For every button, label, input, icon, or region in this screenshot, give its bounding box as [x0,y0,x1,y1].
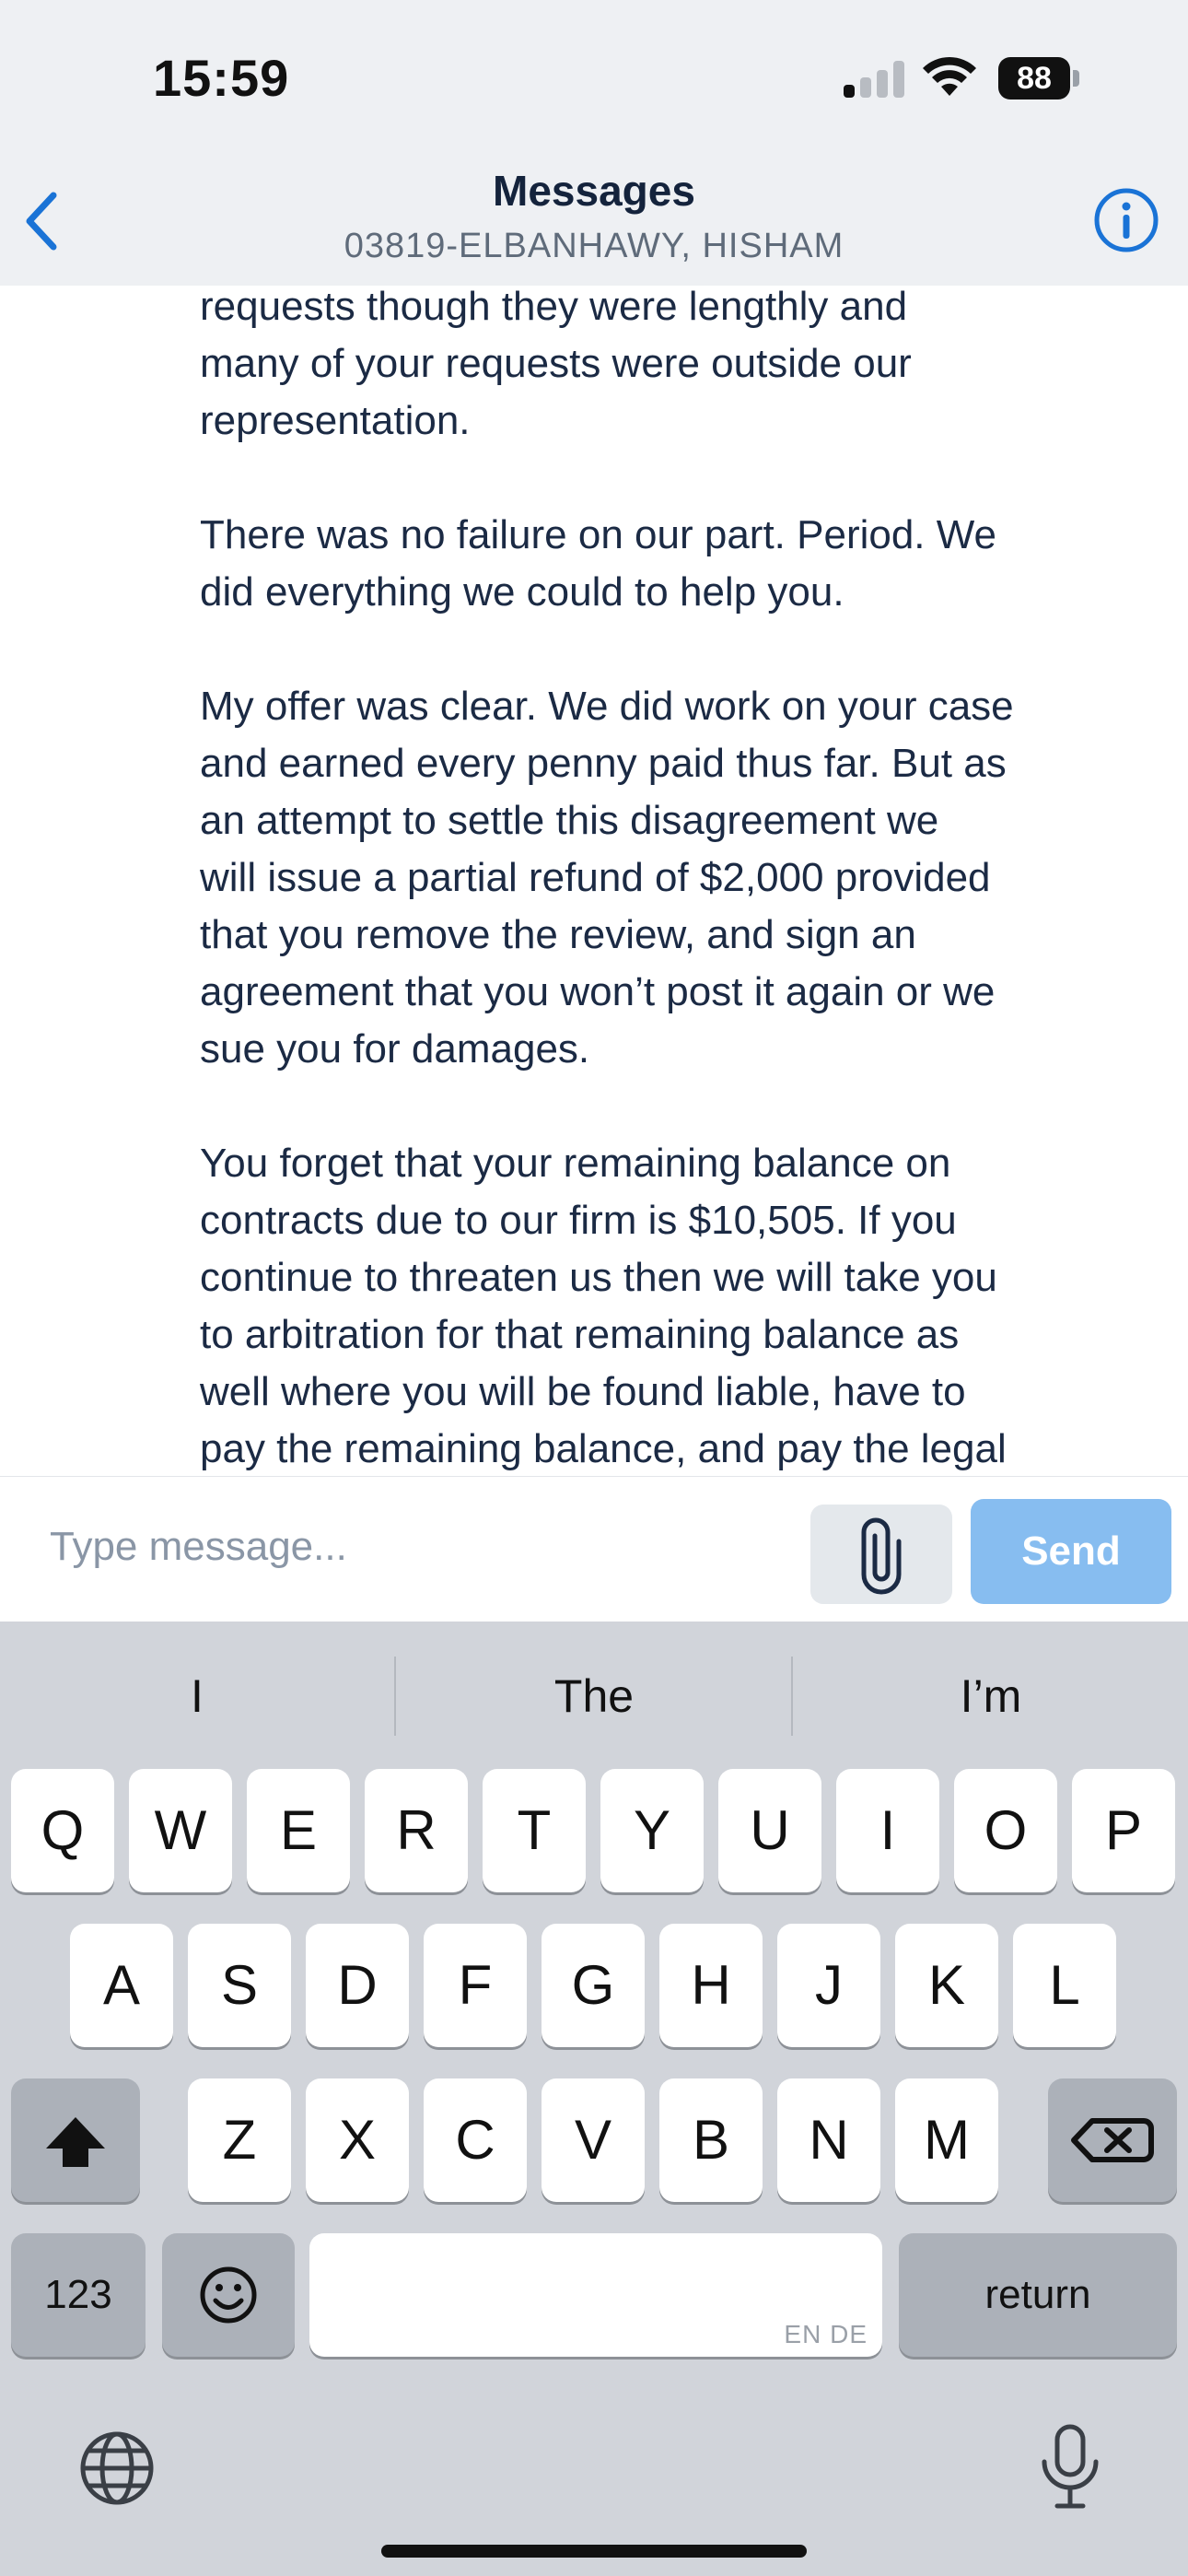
key-w[interactable]: W [129,1769,232,1892]
key-j[interactable]: J [777,1924,880,2047]
key-l[interactable]: L [1013,1924,1116,2047]
delete-key[interactable] [1048,2078,1177,2202]
key-r[interactable]: R [365,1769,468,1892]
key-e[interactable]: E [247,1769,350,1892]
suggestion-2[interactable]: The [553,1670,635,1722]
page-title: Messages [493,167,695,215]
key-n[interactable]: N [777,2078,880,2202]
info-icon[interactable] [1092,186,1160,254]
suggestion-divider [394,1657,396,1736]
message-thread[interactable] [0,286,1188,1476]
key-t[interactable]: T [483,1769,586,1892]
suggestion-divider [791,1657,793,1736]
battery-icon [998,57,1081,100]
space-language-label: EN DE [784,2320,868,2348]
paperclip-icon [810,1505,952,1604]
battery-level: 88 [1017,61,1052,96]
home-indicator[interactable] [381,2545,807,2558]
key-h[interactable]: H [659,1924,763,2047]
numbers-key[interactable]: 123 [11,2233,146,2357]
globe-icon[interactable] [77,2429,157,2508]
key-z[interactable]: Z [188,2078,291,2202]
shift-key[interactable] [11,2078,140,2202]
suggestion-1[interactable]: I [191,1670,204,1722]
key-a[interactable]: A [70,1924,173,2047]
microphone-icon[interactable] [1035,2421,1105,2513]
return-key[interactable]: return [899,2233,1177,2357]
key-b[interactable]: B [659,2078,763,2202]
send-button[interactable]: Send [971,1499,1171,1604]
status-time: 15:59 [153,49,290,107]
key-y[interactable]: Y [600,1769,704,1892]
top-bar [0,0,1188,286]
key-u[interactable]: U [718,1769,821,1892]
attach-button[interactable] [810,1505,952,1604]
key-v[interactable]: V [542,2078,645,2202]
key-i[interactable]: I [836,1769,939,1892]
emoji-key[interactable] [162,2233,295,2357]
delete-icon [1048,2078,1177,2202]
cellular-signal-icon [844,61,904,98]
keyboard [0,1622,1188,2576]
key-f[interactable]: F [424,1924,527,2047]
key-d[interactable]: D [306,1924,409,2047]
emoji-icon [162,2233,295,2357]
key-o[interactable]: O [954,1769,1057,1892]
wifi-icon [921,53,978,98]
key-k[interactable]: K [895,1924,998,2047]
composer [0,1476,1188,1622]
message-body: requests though they were lengthly and many of your requests were outside our representation. There was no failure on our part. Period. We did everything we could to help you. My offer was clear. We did work on your case and earned every penny paid thus far. But as an attempt to settle this disagreement we will issue a partial refund of $2,000 provided that you remove the review, and sign an agreement that you won’t post it again or we sue you for damages. You forget that your remaining balance on contracts due to our firm is $10,505. If you continue to threaten us then we will take you to arbitration for that remaining balance as well where you will be found liable, have to pay the remaining balance, and pay the legal [200,286,1014,1471]
conversation-subtitle: 03819-ELBANHAWY, HISHAM [344,227,844,265]
key-g[interactable]: G [542,1924,645,2047]
key-m[interactable]: M [895,2078,998,2202]
key-x[interactable]: X [306,2078,409,2202]
key-q[interactable]: Q [11,1769,114,1892]
key-p[interactable]: P [1072,1769,1175,1892]
suggestion-3[interactable]: I’m [960,1670,1022,1722]
message-input[interactable] [26,1501,799,1593]
key-s[interactable]: S [188,1924,291,2047]
key-c[interactable]: C [424,2078,527,2202]
space-key[interactable] [309,2233,882,2357]
shift-icon [11,2078,140,2202]
